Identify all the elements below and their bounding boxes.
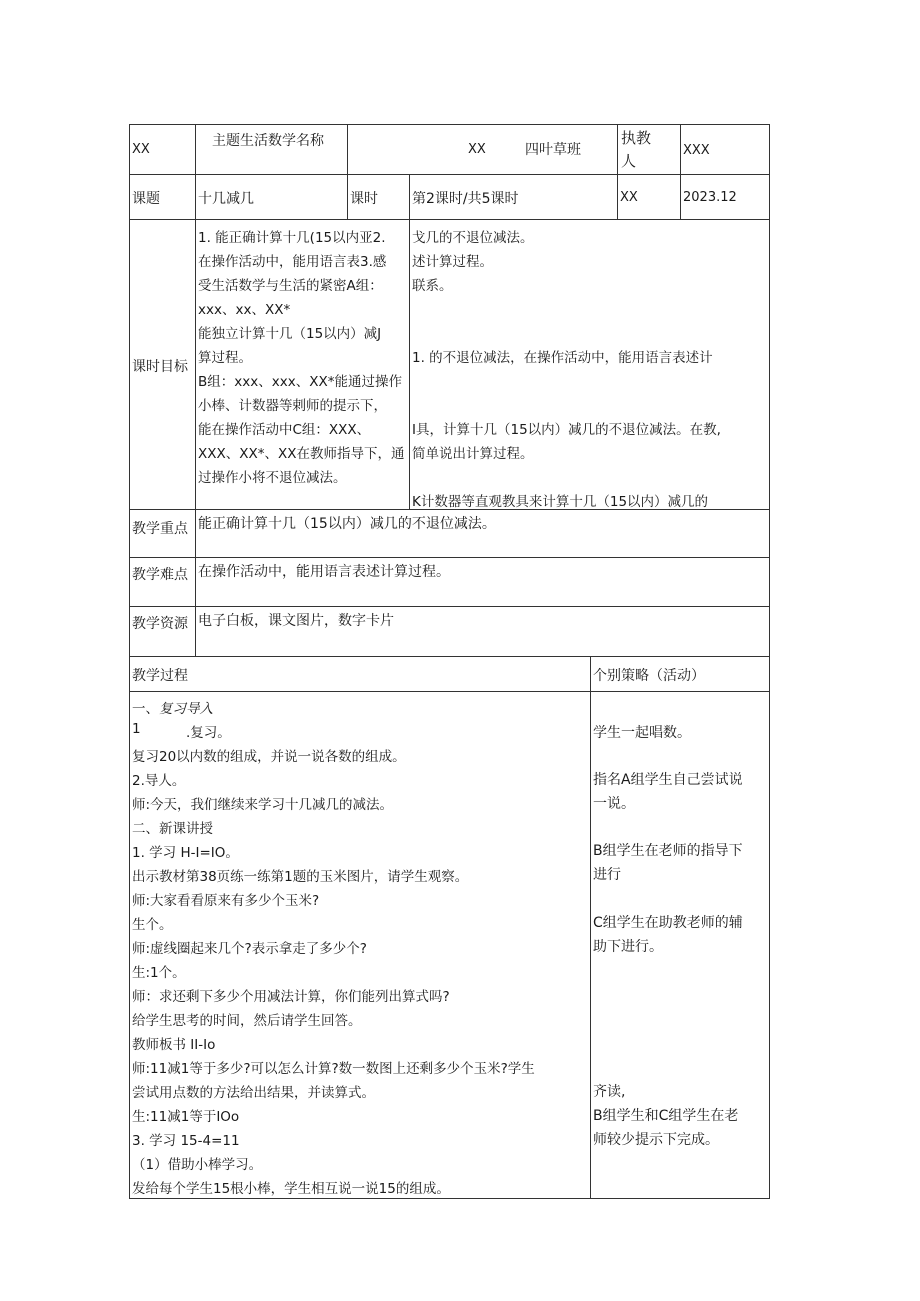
objective-line: [412, 466, 769, 490]
process-line: 教师板书 II-Io: [132, 1037, 216, 1053]
objective-line: [412, 370, 769, 394]
header-class-code: XX: [132, 142, 150, 157]
process-body-cell: [129, 691, 591, 1199]
objective-line: 能在操作活动中C组：XXX、: [198, 422, 371, 438]
period-label-cell: [347, 174, 410, 220]
extra-code: XX: [620, 190, 638, 205]
resources-label: 教学资源: [132, 616, 188, 632]
topic-label: 课题: [132, 191, 160, 207]
header-teacher-label-cell: [617, 124, 681, 175]
objectives-left-cell: [195, 219, 410, 510]
extra-code-cell: [617, 174, 681, 220]
process-line: 师:今天，我们继续来学习十几减几的减法。: [132, 797, 394, 813]
header-subject-cell: [195, 124, 348, 175]
objective-line: I具，计算十几（15以内）减几的不退位减法。在教,: [412, 422, 721, 438]
item1-text: .复习。: [186, 725, 231, 741]
key-point-label: 教学重点: [132, 521, 188, 537]
topic-cell: [195, 174, 348, 220]
strategy-body-cell: [590, 691, 770, 1199]
header-teacher-label-2: 人: [621, 152, 637, 170]
header-subject: 主题生活数学名称: [212, 133, 324, 149]
process-line: 生:11减1等于IOo: [132, 1109, 240, 1125]
objective-line: 能独立计算十几（15以内）减J: [198, 326, 382, 342]
process-line: 给学生思考的时间，然后请学生回答。: [132, 1013, 362, 1029]
period-value: 第2课时/共5课时: [412, 191, 519, 207]
section1-prefix: 一、: [132, 701, 159, 717]
process-line: 尝试用点数的方法给出结果，并读算式。: [132, 1085, 375, 1101]
topic-label-cell: [129, 174, 196, 220]
period-label: 课时: [350, 191, 378, 207]
process-line: 师：求还剩下多少个用减法计算，你们能列出算式吗?: [132, 989, 450, 1005]
objective-line: XXX、XX*、XX在教师指导下，通: [198, 446, 405, 462]
objective-line: 联系。: [412, 278, 453, 294]
strategy-line: C组学生在助教老师的辅: [593, 915, 743, 931]
header-teacher-label-1: 执教: [621, 129, 652, 147]
header-teacher-cell: [680, 124, 770, 175]
objectives-right-cell: [409, 219, 770, 510]
objective-line: [412, 394, 769, 418]
header-class-prefix: XX: [468, 142, 486, 157]
strategy-line: 齐读,: [593, 1084, 626, 1100]
objective-line: K计数器等直观教具来计算十几（15以内）减几的: [412, 494, 709, 510]
strategy-line: 指名A组学生自己尝试说: [593, 772, 743, 788]
process-lines: [132, 745, 535, 1199]
process-line: 2.导人。: [132, 773, 186, 789]
objective-line: 戈几的不退位减法。: [412, 230, 534, 246]
objectives-label: 课时目标: [132, 359, 188, 375]
difficulty-cell: [195, 557, 770, 607]
key-point-label-cell: [129, 509, 196, 558]
difficulty-label-cell: [129, 557, 196, 607]
objective-line: 过操作小将不退位减法。: [198, 470, 347, 486]
process-line: （1）借助小棒学习。: [132, 1157, 263, 1173]
strategy-line: B组学生和C组学生在老: [593, 1108, 739, 1124]
objective-line: 1. 能正确计算十几(15以内亚2.: [198, 230, 386, 246]
objective-line: 算过程。: [198, 350, 252, 366]
process-line: 1. 学习 H-I=IO。: [132, 845, 239, 861]
objective-line: 小棒、计数器等剌师的提示下，: [198, 398, 387, 414]
header-class-name-cell: [347, 124, 618, 175]
process-line: 师:大家看看原来有多少个玉米?: [132, 893, 320, 909]
strategy-line: 师较少提示下完成。: [593, 1132, 719, 1148]
difficulty-text: 在操作活动中，能用语言表述计算过程。: [198, 564, 450, 580]
key-point-cell: [195, 509, 770, 558]
objective-line: [412, 322, 769, 346]
objective-line: 在操作活动中，能用语言表3.感: [198, 254, 387, 270]
resources-label-cell: [129, 606, 196, 657]
objective-line: 受生活数学与生活的紧密A组：: [198, 278, 383, 294]
objective-line: [412, 298, 769, 322]
strategy-line: 助下进行。: [593, 939, 663, 955]
strategy-line: 一说。: [593, 796, 635, 812]
objective-line: 述计算过程。: [412, 254, 493, 270]
strategy-label: 个别策略（活动）: [593, 668, 705, 684]
process-line: 生:1个。: [132, 965, 186, 981]
header-class-name: 四叶草班: [525, 142, 581, 158]
header-teacher-name: XXX: [683, 143, 710, 158]
key-point-text: 能正确计算十几（15以内）减几的不退位减法。: [198, 516, 496, 532]
strategy-line: B组学生在老师的指导下: [593, 843, 743, 859]
strategy-line: 学生一起唱数。: [593, 725, 691, 741]
process-line: 复习20以内数的组成，并说一说各数的组成。: [132, 749, 406, 765]
objectives-label-cell: [129, 219, 196, 510]
objective-line: 简单说出计算过程。: [412, 446, 534, 462]
process-line: 师:11减1等于多少?可以怎么计算?数一数图上还剩多少个玉米?学生: [132, 1061, 535, 1077]
difficulty-label: 教学难点: [132, 567, 188, 583]
date-cell: [680, 174, 770, 220]
strategy-line: 进行: [593, 867, 621, 883]
date-value: 2023.12: [683, 190, 737, 205]
process-line: 生个。: [132, 917, 173, 933]
header-class-code-cell: [129, 124, 196, 175]
objective-line: B组：xxx、xxx、XX*能通过操作: [198, 374, 402, 390]
process-line: 师:虚线圈起来几个?表示拿走了多少个?: [132, 941, 367, 957]
objective-line: 1. 的不退位减法，在操作活动中，能用语言表述计: [412, 350, 713, 366]
resources-cell: [195, 606, 770, 657]
process-line: 发给每个学生15根小棒，学生相互说一说15的组成。: [132, 1181, 450, 1197]
section1-title: 复习导入: [159, 701, 213, 717]
process-label: 教学过程: [132, 668, 188, 684]
process-line: 二、新课讲授: [132, 821, 213, 837]
resources-text: 电子白板，课文图片，数字卡片: [198, 613, 394, 629]
item1-number: 1: [132, 721, 141, 737]
process-header-cell: [129, 656, 591, 692]
process-line: 出示教材第38页练一练第1题的玉米图片，请学生观察。: [132, 869, 469, 885]
strategy-header-cell: [590, 656, 770, 692]
topic-value: 十几减几: [198, 191, 254, 207]
objective-line: xxx、xx、XX*: [198, 302, 291, 318]
process-line: 3. 学习 15-4=11: [132, 1133, 240, 1149]
section1-heading: [132, 697, 213, 717]
period-cell: [409, 174, 618, 220]
